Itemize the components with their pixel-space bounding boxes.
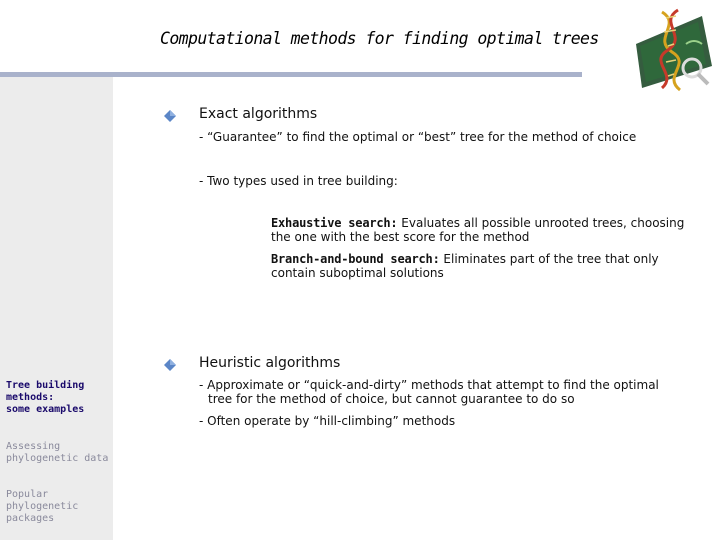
- branch-desc: Eliminates part of the tree that only contain suboptimal solutions: [271, 252, 659, 280]
- exact-heading: Exact algorithms: [199, 106, 318, 122]
- heuristic-line-approximate-a: - Approximate or “quick-and-dirty” methods that attempt to find the optimal: [199, 378, 659, 392]
- heuristic-line-approximate: [199, 378, 679, 406]
- title-rule: [0, 72, 582, 77]
- sidebar-item-tree-building[interactable]: Tree building methods: some examples: [6, 380, 85, 415]
- bullet-icon: [163, 108, 177, 122]
- branch-term: Branch-and-bound search:: [271, 252, 440, 266]
- sidebar-item-assessing-data[interactable]: Assessing phylogenetic data: [6, 441, 109, 464]
- heuristic-line-hill-climbing: - Often operate by “hill-climbing” methods: [199, 414, 456, 428]
- dna-logo-icon: [632, 4, 716, 94]
- exhaustive-term: Exhaustive search:: [271, 216, 398, 230]
- heuristic-line-approximate-b: tree for the method of choice, but cannot guarantee to do so: [208, 392, 575, 406]
- exhaustive-search-item: [271, 216, 691, 244]
- exhaustive-desc: Evaluates all possible unrooted trees, choosing the one with the best score for the method: [271, 216, 685, 244]
- slide-title: Computational methods for finding optimal trees: [160, 29, 599, 48]
- heuristic-heading: Heuristic algorithms: [199, 355, 341, 371]
- sidebar-item-popular-packages[interactable]: Popular phylogenetic packages: [6, 489, 79, 524]
- branch-bound-item: [271, 252, 691, 280]
- bullet-icon: [163, 357, 177, 371]
- exact-line-two-types: - Two types used in tree building:: [199, 174, 398, 188]
- exact-line-guarantee: - “Guarantee” to find the optimal or “best” tree for the method of choice: [199, 130, 637, 144]
